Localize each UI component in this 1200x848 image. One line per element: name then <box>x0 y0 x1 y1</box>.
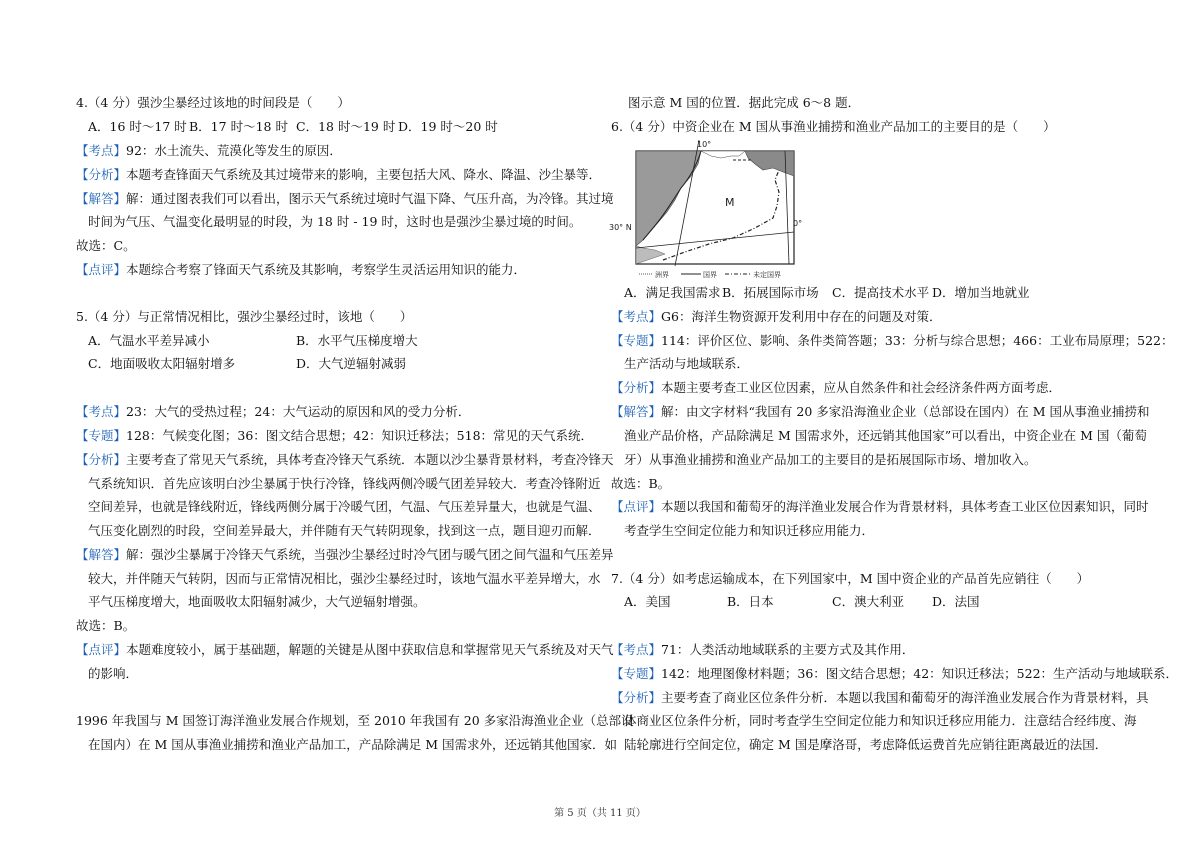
q7-option-d: D．法国 <box>932 594 980 609</box>
q4-option-b: B．17 时～18 时 <box>189 119 288 134</box>
kaodian-tag: 【考点】 <box>611 309 662 324</box>
q4-kaodian: 【考点】92：水土流失、荒漠化等发生的原因． <box>76 143 342 158</box>
q5-jieda-line3: 平气压梯度增大，地面吸收太阳辐射减少，大气逆辐射增强。 <box>88 594 426 609</box>
q5-option-b: B．水平气压梯度增大 <box>296 333 418 348</box>
q5-fenxi-line3: 空间差异，也就是锋线附近，锋线两侧分属于冷暖气团，气温、气压差异量大，也就是气温、 <box>88 499 601 514</box>
fenxi-tag: 【分析】 <box>611 690 662 705</box>
map-label-10: 10° <box>697 140 712 149</box>
jieda-tag: 【解答】 <box>76 547 127 562</box>
passage-line2: 在国内）在 M 国从事渔业捕捞和渔业产品加工，产品除满足 M 国需求外，还远销其他国家．如 <box>88 737 617 752</box>
q7-fenxi: 【分析】主要考查了商业区位条件分析．本题以我国和葡萄牙的海洋渔业发展合作为背景材料，具 <box>611 690 1149 705</box>
legend-zhoujie: 洲界 <box>655 271 669 279</box>
q4-option-a: A．16 时～17 时 <box>88 119 187 134</box>
passage-line1: 1996 年我国与 M 国签订海洋渔业发展合作规划，至 2010 年我国有 20 多家沿海渔业企业（总部设 <box>76 713 634 728</box>
zhuanti-tag: 【专题】 <box>76 428 127 443</box>
q4-answer: 故选：C。 <box>76 238 136 253</box>
q6-answer: 故选：B。 <box>611 476 671 491</box>
q5-option-a: A．气温水平差异减小 <box>88 333 210 348</box>
q4-fenxi: 【分析】本题考查锋面天气系统及其过境带来的影响，主要包括大风、降水、降温、沙尘暴等． <box>76 167 602 182</box>
q4-stem: 4.（4 分）强沙尘暴经过该地的时间段是（ ） <box>76 95 350 110</box>
q6-jieda: 【解答】解：由文字材料“我国有 20 多家沿海渔业企业（总部设在国内）在 M 国从事渔业捕捞和 <box>611 404 1150 419</box>
q6-dianping-line2: 考查学生空间定位能力和知识迁移应用能力． <box>624 523 875 538</box>
q5-jieda: 【解答】解：强沙尘暴属于冷锋天气系统，当强沙尘暴经过时冷气团与暖气团之间气温和气压差异 <box>76 547 614 562</box>
q6-kaodian: 【考点】G6：海洋生物资源开发利用中存在的问题及对策． <box>611 309 942 324</box>
kaodian-tag: 【考点】 <box>76 143 127 158</box>
fenxi-tag: 【分析】 <box>611 380 662 395</box>
map-label-m: M <box>725 196 735 209</box>
q5-dianping-line2: 的影响． <box>88 666 139 681</box>
q5-option-c: C．地面吸收太阳辐射增多 <box>88 356 236 371</box>
fenxi-tag: 【分析】 <box>76 452 127 467</box>
q7-fenxi-line2: 体商业区位条件分析，同时考查学生空间定位能力和知识迁移应用能力．注意结合经纬度、海 <box>624 713 1137 728</box>
legend-weiding: 未定国界 <box>753 271 781 279</box>
q7-stem: 7.（4 分）如考虑运输成本，在下列国家中，M 国中资企业的产品首先应销往（ ） <box>611 571 1090 586</box>
kaodian-tag: 【考点】 <box>611 642 662 657</box>
q6-option-b: B．拓展国际市场 <box>722 285 819 300</box>
dianping-tag: 【点评】 <box>76 642 127 657</box>
q7-option-c: C．澳大利亚 <box>832 594 905 609</box>
q5-fenxi-line2: 气系统知识．首先应该明白沙尘暴属于快行冷锋，锋线两侧冷暖气团差异较大．考查冷锋附近 <box>88 476 601 491</box>
q5-fenxi-line4: 气压变化剧烈的时段，空间差异最大，并伴随有天气转阴现象，找到这一点，题目迎刃而解． <box>88 523 601 538</box>
q4-jieda: 【解答】解：通过图表我们可以看出，图示天气系统过境时气温下降、气压升高，为冷锋。其过境 <box>76 191 614 206</box>
q6-option-a: A．满足我国需求 <box>624 285 721 300</box>
dianping-tag: 【点评】 <box>611 499 662 514</box>
zhuanti-tag: 【专题】 <box>611 666 662 681</box>
q5-stem: 5.（4 分）与正常情况相比，强沙尘暴经过时，该地（ ） <box>76 309 413 324</box>
q4-option-d: D．19 时～20 时 <box>398 119 498 134</box>
q5-kaodian: 【考点】23：大气的受热过程；24：大气运动的原因和风的受力分析． <box>76 404 471 419</box>
passage-end: 图示意 M 国的位置．据此完成 6～8 题． <box>628 95 861 110</box>
q6-stem: 6.（4 分）中资企业在 M 国从事渔业捕捞和渔业产品加工的主要目的是（ ） <box>611 119 1056 134</box>
q7-zhuanti: 【专题】142：地理图像材料题；36：图文结合思想；42：知识迁移法；522：生产活动与地域联系． <box>611 666 1179 681</box>
q7-option-b: B．日本 <box>727 594 774 609</box>
q6-option-c: C．提高技术水平 <box>832 285 930 300</box>
jieda-tag: 【解答】 <box>611 404 662 419</box>
zhuanti-tag: 【专题】 <box>611 333 662 348</box>
q5-answer: 故选：B。 <box>76 618 136 633</box>
page-footer: 第 5 页（共 11 页） <box>554 808 646 819</box>
q6-dianping: 【点评】本题以我国和葡萄牙的海洋渔业发展合作为背景材料，具体考查工业区位因素知识，同时 <box>611 499 1149 514</box>
q7-kaodian: 【考点】71：人类活动地域联系的主要方式及其作用． <box>611 642 915 657</box>
q5-zhuanti: 【专题】128：气候变化图；36：图文结合思想；42：知识迁移法；518：常见的天气系统． <box>76 428 594 443</box>
q7-fenxi-line3: 陆轮廓进行空间定位，确定 M 国是摩洛哥，考虑降低运费首先应销往距离最近的法国． <box>624 737 1108 752</box>
q6-jieda-line2: 渔业产品价格，产品除满足 M 国需求外，还远销其他国家”可以看出，中资企业在 M 国（葡萄 <box>624 428 1147 443</box>
m-country-map <box>605 136 805 282</box>
q6-jieda-line3: 牙）从事渔业捕捞和渔业产品加工的主要目的是拓展国际市场、增加收入。 <box>624 452 1037 467</box>
q6-option-d: D．增加当地就业 <box>932 285 1030 300</box>
map-label-30n: 30° N <box>609 223 632 232</box>
q6-zhuanti-line2: 生产活动与地域联系． <box>624 356 750 371</box>
q5-jieda-line2: 较大，并伴随天气转阴，因而与正常情况相比，强沙尘暴经过时，该地气温水平差异增大，水 <box>88 571 601 586</box>
q7-option-a: A．美国 <box>624 594 671 609</box>
q5-fenxi: 【分析】主要考查了常见天气系统，具体考查冷锋天气系统．本题以沙尘暴背景材料，考查冷锋天 <box>76 452 614 467</box>
q4-option-c: C．18 时～19 时 <box>296 119 396 134</box>
q6-fenxi: 【分析】本题主要考查工业区位因素，应从自然条件和社会经济条件两方面考虑． <box>611 380 1062 395</box>
q4-jieda-cont: 时间为气压、气温变化最明显的时段，为 18 时 - 19 时，这时也是强沙尘暴过境的时间。 <box>88 214 582 229</box>
jieda-tag: 【解答】 <box>76 191 127 206</box>
legend-guojie: 国界 <box>703 271 717 279</box>
kaodian-tag: 【考点】 <box>76 404 127 419</box>
q5-option-d: D．大气逆辐射减弱 <box>296 356 407 371</box>
q4-dianping: 【点评】本题综合考察了锋面天气系统及其影响，考察学生灵活运用知识的能力． <box>76 262 527 277</box>
fenxi-tag: 【分析】 <box>76 167 127 182</box>
q6-zhuanti: 【专题】114：评价区位、影响、条件类简答题；33：分析与综合思想；466：工业布局原理；522： <box>611 333 1174 348</box>
map-label-0: 0° <box>793 219 803 228</box>
q5-dianping: 【点评】本题难度较小，属于基础题，解题的关键是从图中获取信息和掌握常见天气系统及对天气 <box>76 642 614 657</box>
dianping-tag: 【点评】 <box>76 262 127 277</box>
